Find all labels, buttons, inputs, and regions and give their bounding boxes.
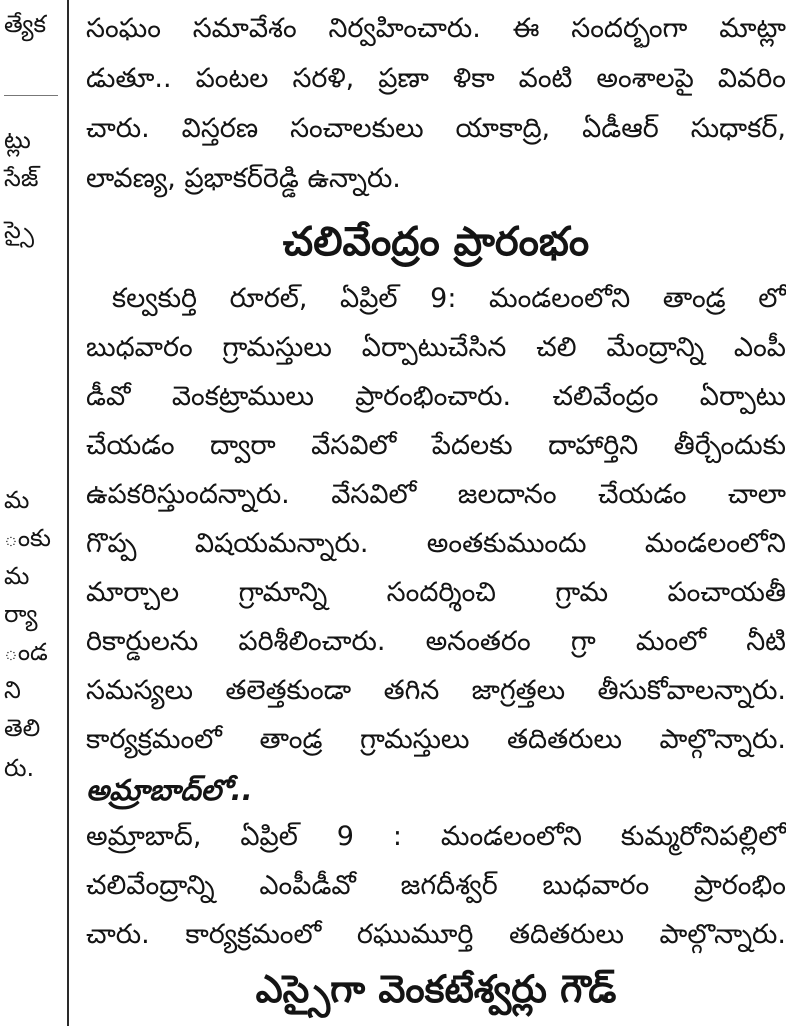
bottom-headline: ఎస్సైగా వెంకటేశ్వర్లు గౌడ్	[255, 967, 617, 1011]
article-subhead: అమ్రాబాద్‌లో..	[86, 773, 253, 807]
left-fragment: ర్యా	[4, 600, 38, 628]
left-fragment: మ	[4, 562, 30, 590]
article-line: బుధవారం గ్రామస్తులు ఏర్పాటుచేసిన చలి మేంద్రాన్ని ఎంపీ	[86, 332, 786, 363]
left-fragment: మ	[4, 486, 30, 514]
left-fragment: తెలి	[4, 714, 41, 742]
left-fragment: ంకు	[4, 524, 51, 552]
article-headline: చలివేంద్రం ప్రారంభం	[282, 219, 590, 265]
top-article-line: డుతూ.. పంటల సరళి, ప్రణా ళికా వంటి అంశాలపై వివరిం	[86, 63, 786, 94]
top-article-line: చారు. విస్తరణ సంచాలకులు యాకాద్రి, ఏడీఆర్ సుధాకర్,	[86, 113, 786, 144]
left-fragment: రు.	[4, 754, 35, 782]
left-fragment: త్యేక	[4, 10, 47, 38]
subsection-line: చారు. కార్యక్రమంలో రఘుమూర్తి తదితరులు పాల్గొన్నారు.	[86, 919, 786, 950]
article-line: మార్చాల గ్రామాన్ని సందర్శించి గ్రామ పంచాయతీ	[86, 577, 786, 608]
subsection-line: అమ్రాబాద్, ఏప్రిల్ 9 : మండలంలోని కుమ్మరోనిపల్లిలో	[86, 821, 786, 852]
article-line: ఉపకరిస్తుందన్నారు. వేసవిలో జలదానం చేయడం చాలా	[86, 479, 786, 510]
top-article-line: సంఘం సమావేశం నిర్వహించారు. ఈ సందర్భంగా మాట్లా	[86, 13, 786, 44]
article-line: కార్యక్రమంలో తాండ్ర గ్రామస్తులు తదితరులు పాల్గొన్నారు.	[86, 724, 786, 755]
article-line: గొప్ప విషయమన్నారు. అంతకుముందు మండలంలోని	[86, 528, 786, 559]
left-fragment: ండ	[4, 638, 48, 666]
article-line: డీవో వెంకట్రాములు ప్రారంభించారు. చలివేంద్రం ఏర్పాటు	[86, 381, 786, 412]
article-line: కల్వకుర్తి రూరల్, ఏప్రిల్ 9: మండలంలోని తాండ్ర లో	[112, 283, 786, 314]
article-line: చేయడం ద్వారా వేసవిలో పేదలకు దాహార్తిని తీర్చేందుకు	[86, 430, 786, 461]
left-fragment: ట్లు	[4, 126, 31, 154]
left-column-fragments	[0, 0, 60, 1026]
article-line: సమస్యలు తలెత్తకుండా తగిన జాగ్రత్తలు తీసుకోవాలన్నారు.	[86, 675, 786, 706]
article-line: రికార్డులను పరిశీలించారు. అనంతరం గ్రా మంలో నీటి	[86, 626, 786, 657]
subsection-line: చలివేంద్రాన్ని ఎంపీడీవో జగదీశ్వర్ బుధవారం ప్రారంభిం	[86, 870, 786, 901]
column-divider	[67, 0, 69, 1026]
left-column-rule	[4, 95, 58, 96]
left-fragment: ని	[4, 676, 21, 704]
left-fragment: సేజ్	[4, 164, 39, 192]
top-article-line: లావణ్య, ప్రభాకర్‌రెడ్డి ఉన్నారు.	[86, 163, 401, 194]
left-fragment: స్సై	[4, 216, 34, 244]
